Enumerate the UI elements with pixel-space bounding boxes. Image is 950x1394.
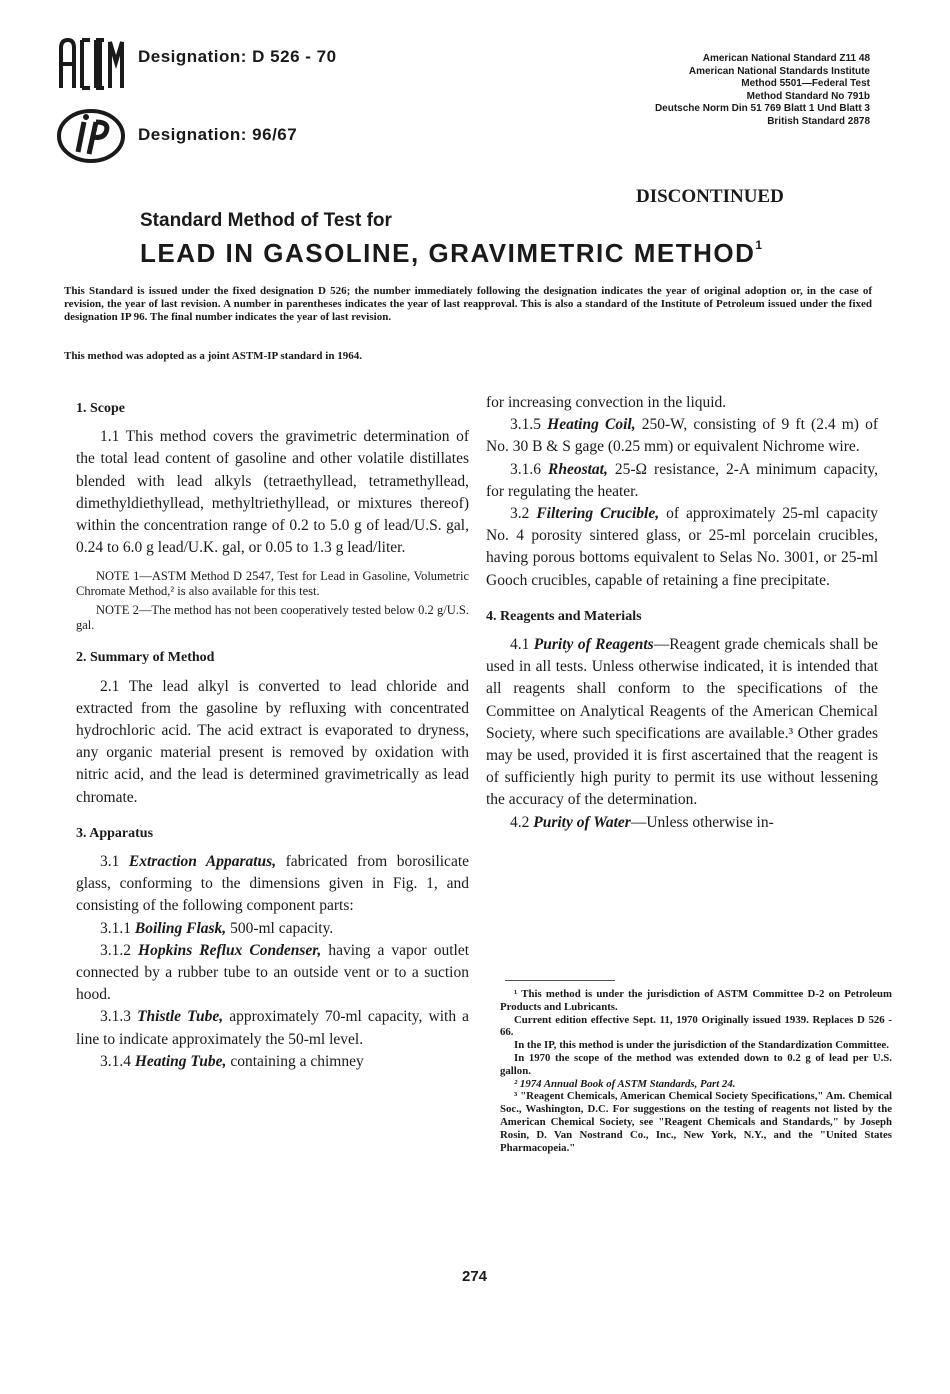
standard-line: American National Standard Z11 48 <box>702 53 870 64</box>
clause-number: 3.1.3 <box>100 1008 131 1026</box>
clause-number: 3.1.6 <box>510 460 541 478</box>
section-heading-reagents: 4. Reagents and Materials <box>486 608 642 624</box>
standard-line: Method Standard No 791b <box>746 90 870 102</box>
clause-text: 25-Ω resistance, 2-A minimum capacity, for regulating the heater. <box>486 460 879 500</box>
clause-term: Extraction Apparatus, <box>128 853 277 871</box>
footnote-2: ² 1974 Annual Book of ASTM Standards, Part 24. <box>514 1077 736 1090</box>
clause-text: —Unless otherwise in- <box>630 813 774 831</box>
discontinued-label: DISCONTINUED <box>636 186 784 207</box>
clause-text: fabricated from borosilicate glass, conforming to the dimensions given in Fig. 1, and consisting of the following component parts: <box>76 853 470 915</box>
page-number: 274 <box>462 1268 488 1285</box>
clause-number: 3.1.1 <box>100 919 131 937</box>
summary-paragraph: 2.1 The lead alkyl is converted to lead chloride and extracted from the gasoline by refluxing with concentrated hydrochloric acid. The acid extract is evaporated to dryness, any organic material present is removed by oxidation with nitric acid, and the lead is determined gravimetrically as lead chromate. <box>76 677 469 806</box>
clause-number: 3.1.5 <box>510 416 541 434</box>
standard-line: Method 5501—Federal Test <box>741 78 870 90</box>
apparatus-3-1 <box>76 851 469 918</box>
clause-text: —Reagent grade chemicals shall be used in all tests. Unless otherwise indicated, it is intended that all reagents shall conform to the specifications of the Committee on Analytical Reagents of the American Chemical Society, where such specifications are available.³ Other grades may be used, provided it is first ascertained that the reagent is of sufficiently high purity to permit its use without lessening the accuracy of the determination. <box>486 636 878 809</box>
footnote-1: ¹ This method is under the jurisdiction of ASTM Committee D-2 on Petroleum Products and Lubricants. <box>500 988 892 1013</box>
apparatus-3-1-6 <box>486 459 878 503</box>
intro-issued-text: This Standard is issued under the fixed designation D 526; the number immediately following the designation indicates the year of original adoption or, in the case of revision, the year of last revision. A number in parentheses indicates the year of last reapproval. This is also a standard of the Institute of Petroleum issued under the fixed designation IP 96. The final number indicates the year of last revision. <box>64 285 872 323</box>
clause-text: containing a chimney <box>230 1052 364 1070</box>
footnote-1-scope: In 1970 the scope of the method was extended down to 0.2 g of lead per U.S. gallon. <box>500 1051 892 1077</box>
clause-term: Hopkins Reflux Condenser, <box>138 941 322 959</box>
section-heading-apparatus: 3. Apparatus <box>76 825 154 841</box>
title-footnote-ref: 1 <box>755 238 764 252</box>
apparatus-3-1-5 <box>486 414 878 458</box>
scope-paragraph: 1.1 This method covers the gravimetric determination of the total lead content of gasoline and other volatile distillates blended with lead alkyls (tetraethyllead, tetramethyllead, dimethyldiethyllead, methyltriethyllead, or mixtures thereof) within the concentration range of 0.2 to 5.0 g of lead/U.S. gal, 0.24 to 6.0 g lead/U.K. gal, or 0.05 to 1.3 g lead/liter. <box>76 428 469 557</box>
clause-number: 3.1.4 <box>100 1052 131 1070</box>
clause-term: Purity of Reagents <box>533 636 654 654</box>
clause-term: Filtering Crucible, <box>536 505 660 523</box>
right-column <box>486 392 878 834</box>
clause-text: 500-ml capacity. <box>230 919 334 937</box>
apparatus-3-1-1 <box>76 918 469 940</box>
intro-adopted-text: This method was adopted as a joint ASTM-IP standard in 1964. <box>64 350 362 362</box>
clause-text: approximately 70-ml capacity, with a line to indicate approximately the 50-ml level. <box>76 1008 470 1048</box>
clause-text: of approximately 25-ml capacity No. 4 porosity sintered glass, or 25-ml porcelain crucibles, having porous bottoms equivalent to Selas No. 3001, or 25-ml Gooch crucibles, capable of retaining a fine precipitate. <box>486 505 879 589</box>
note-1: NOTE 1—ASTM Method D 2547, Test for Lead in Gasoline, Volumetric Chromate Method,² is also available for this test. <box>76 569 469 599</box>
footnote-1-edition: Current edition effective Sept. 11, 1970 Originally issued 1939. Replaces D 526 - 66. <box>500 1013 892 1039</box>
clause-term: Purity of Water <box>533 813 631 831</box>
standard-line: Deutsche Norm Din 51 769 Blatt 1 Und Blatt 3 <box>654 103 870 115</box>
standards-list <box>655 53 870 129</box>
footnote-1-ip: In the IP, this method is under the jurisdiction of the Standardization Committee. <box>514 1039 889 1052</box>
apparatus-3-2 <box>486 503 878 592</box>
page-title <box>140 238 764 269</box>
clause-term: Heating Tube, <box>134 1052 227 1070</box>
section-heading-scope: 1. Scope <box>76 401 125 416</box>
footnote-divider <box>505 980 615 981</box>
clause-term: Boiling Flask, <box>134 919 227 937</box>
note-2: NOTE 2—The method has not been cooperatively tested below 0.2 g/U.S. gal. <box>76 603 469 633</box>
astm-logo <box>56 34 124 92</box>
reagents-4-2 <box>486 812 878 834</box>
left-column <box>76 398 469 1073</box>
ip-logo <box>56 108 126 164</box>
section-heading-summary: 2. Summary of Method <box>76 650 215 666</box>
reagents-4-1 <box>486 634 878 812</box>
clause-number: 3.1 <box>100 853 120 871</box>
clause-term: Rheostat, <box>548 460 608 478</box>
apparatus-3-1-4 <box>76 1051 469 1073</box>
clause-term: Thistle Tube, <box>137 1008 224 1026</box>
standard-line: British Standard 2878 <box>767 115 870 127</box>
apparatus-3-1-3 <box>76 1006 469 1050</box>
clause-number: 4.1 <box>510 636 530 654</box>
clause-text: having a vapor outlet connected by a rubber tube to an outside vent or to a suction hood. <box>76 941 470 1004</box>
apparatus-3-1-2 <box>76 940 469 1007</box>
astm-designation: Designation: D 526 - 70 <box>138 47 337 66</box>
ip-designation: Designation: 96/67 <box>138 125 298 144</box>
clause-term: Heating Coil, <box>547 416 636 434</box>
footnotes <box>500 988 892 1154</box>
clause-number: 3.1.2 <box>100 941 131 959</box>
title-main: LEAD IN GASOLINE, GRAVIMETRIC METHOD <box>140 238 756 268</box>
standard-line: American National Standards Institute <box>688 65 870 77</box>
footnote-3: ³ "Reagent Chemicals, American Chemical Society Specifications," Am. Chemical Soc., Washington, D.C. For suggestions on the testing of reagents not listed by the American Chemical Society, see "Reagent Chemicals and Standards," by Joseph Rosin, D. Van Nostrand Co., Inc., New York, N.Y., and the "United States Pharmacopeia." <box>500 1090 892 1154</box>
clause-number: 4.2 <box>510 813 530 831</box>
clause-number: 3.2 <box>510 505 530 523</box>
apparatus-3-1-4-continued: for increasing convection in the liquid. <box>486 394 727 411</box>
title-subtitle: Standard Method of Test for <box>140 210 392 231</box>
clause-text: 250-W, consisting of 9 ft (2.4 m) of No. 30 B & S gage (0.25 mm) or equivalent Nichrome wire. <box>486 416 879 456</box>
